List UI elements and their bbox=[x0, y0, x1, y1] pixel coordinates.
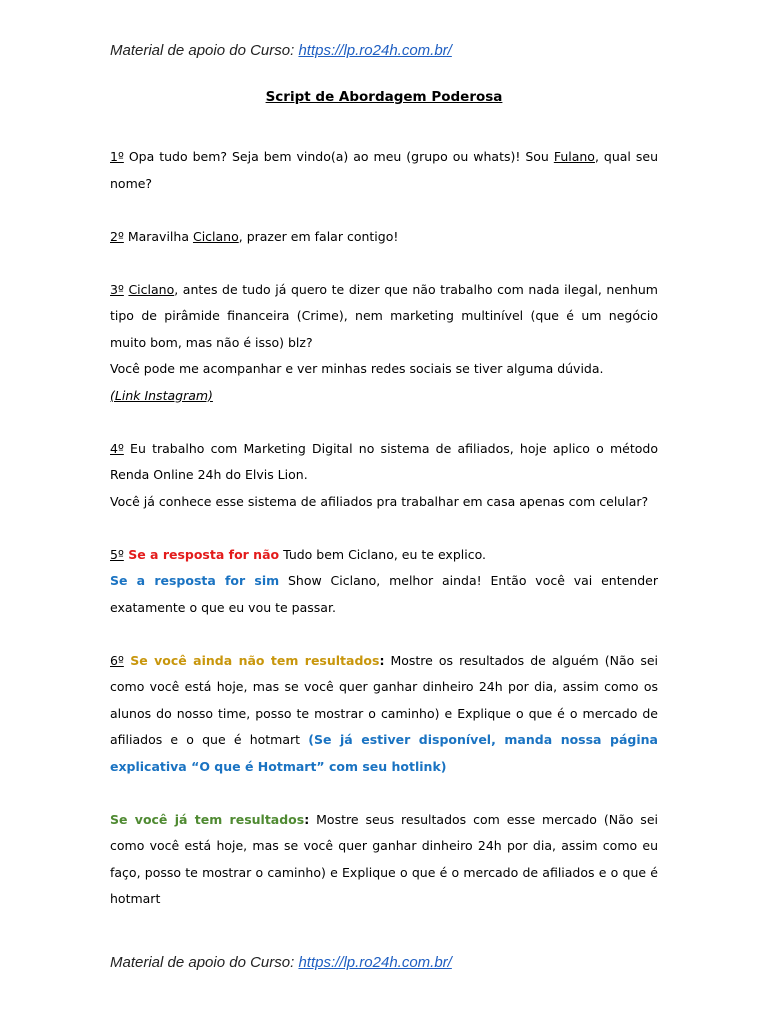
step-7-text: Mostre seus resultados com esse mercado (Não sei como você está hoje, mas se você quer ganhar dinheiro 24h por dia, assim como eu faço, posso te mostrar o caminho) e Explique o que é o mercado de afiliados e o que é hotmart bbox=[110, 811, 658, 906]
step-6-text: Mostre os resultados de alguém (Não sei como você está hoje, mas se você quer ganhar dinheiro 24h por dia, assim como os alunos do nosso time, posso te mostrar o caminho) e Explique o que é o mercado de afiliados e o que é hotmart bbox=[110, 652, 658, 747]
step-4 bbox=[110, 436, 658, 489]
step-5-no-label: Se a resposta for não bbox=[123, 546, 280, 562]
step-3-name: Ciclano bbox=[128, 281, 175, 297]
step-7-label: Se você já tem resultados bbox=[110, 811, 305, 827]
step-5 bbox=[110, 542, 658, 569]
step-4-number: 4º bbox=[110, 440, 124, 456]
step-6-note: (Se já estiver disponível, manda nossa página explicativa “O que é Hotmart” com seu hotlink) bbox=[110, 732, 658, 774]
step-6-number: 6º bbox=[110, 652, 124, 668]
step-5-yes bbox=[110, 568, 658, 621]
step-2-text-a: Maravilha bbox=[123, 228, 193, 244]
footer-prefix: Material de apoio do Curso: bbox=[110, 954, 299, 971]
step-3-link-line bbox=[110, 383, 658, 410]
step-7-colon: : bbox=[304, 811, 310, 827]
step-6 bbox=[110, 648, 658, 781]
step-1-text-a: Opa tudo bem? Seja bem vindo(a) ao meu (grupo ou whats)! Sou bbox=[123, 149, 554, 164]
step-1 bbox=[110, 144, 658, 197]
step-3-text: , antes de tudo já quero te dizer que não trabalho com nada ilegal, nenhum tipo de pirâmide financeira (Crime), nem marketing multinível (que é um negócio muito bom, mas não é isso) blz? bbox=[110, 281, 658, 350]
document-title: Script de Abordagem Poderosa bbox=[265, 89, 503, 105]
step-6-label: Se você ainda não tem resultados bbox=[123, 652, 380, 668]
page-footer bbox=[110, 954, 452, 971]
step-3 bbox=[110, 277, 658, 357]
step-5-no-text: Tudo bem Ciclano, eu te explico. bbox=[279, 546, 486, 562]
step-5-number: 5º bbox=[110, 546, 124, 562]
step-7 bbox=[110, 807, 658, 913]
step-1-text-b: , qual seu nome? bbox=[110, 149, 658, 191]
step-4-text: Eu trabalho com Marketing Digital no sistema de afiliados, hoje aplico o método Renda Online 24h do Elvis Lion. bbox=[110, 440, 658, 482]
step-2-text-b: , prazer em falar contigo! bbox=[238, 228, 399, 244]
step-5-yes-text: Show Ciclano, melhor ainda! Então você vai entender exatamente o que eu vou te passar. bbox=[110, 573, 658, 615]
step-3-number: 3º bbox=[110, 281, 124, 297]
step-3-line-2: Você pode me acompanhar e ver minhas redes sociais se tiver alguma dúvida. bbox=[110, 361, 604, 376]
page-header bbox=[110, 42, 452, 59]
script-body bbox=[110, 144, 658, 939]
step-2-name: Ciclano bbox=[192, 228, 239, 244]
instagram-link[interactable]: (Link Instagram) bbox=[110, 387, 213, 403]
header-course-link[interactable]: https://lp.ro24h.com.br/ bbox=[298, 42, 452, 59]
step-4-line-2: Você já conhece esse sistema de afiliados pra trabalhar em casa apenas com celular? bbox=[110, 493, 649, 509]
header-prefix: Material de apoio do Curso: bbox=[110, 42, 299, 59]
step-2 bbox=[110, 224, 658, 251]
step-1-name: Fulano bbox=[553, 149, 595, 164]
step-1-number: 1º bbox=[110, 149, 124, 164]
step-2-number: 2º bbox=[110, 228, 124, 244]
step-5-yes-label: Se a resposta for sim bbox=[110, 573, 280, 588]
step-6-colon: : bbox=[379, 652, 385, 668]
footer-course-link[interactable]: https://lp.ro24h.com.br/ bbox=[298, 954, 452, 971]
